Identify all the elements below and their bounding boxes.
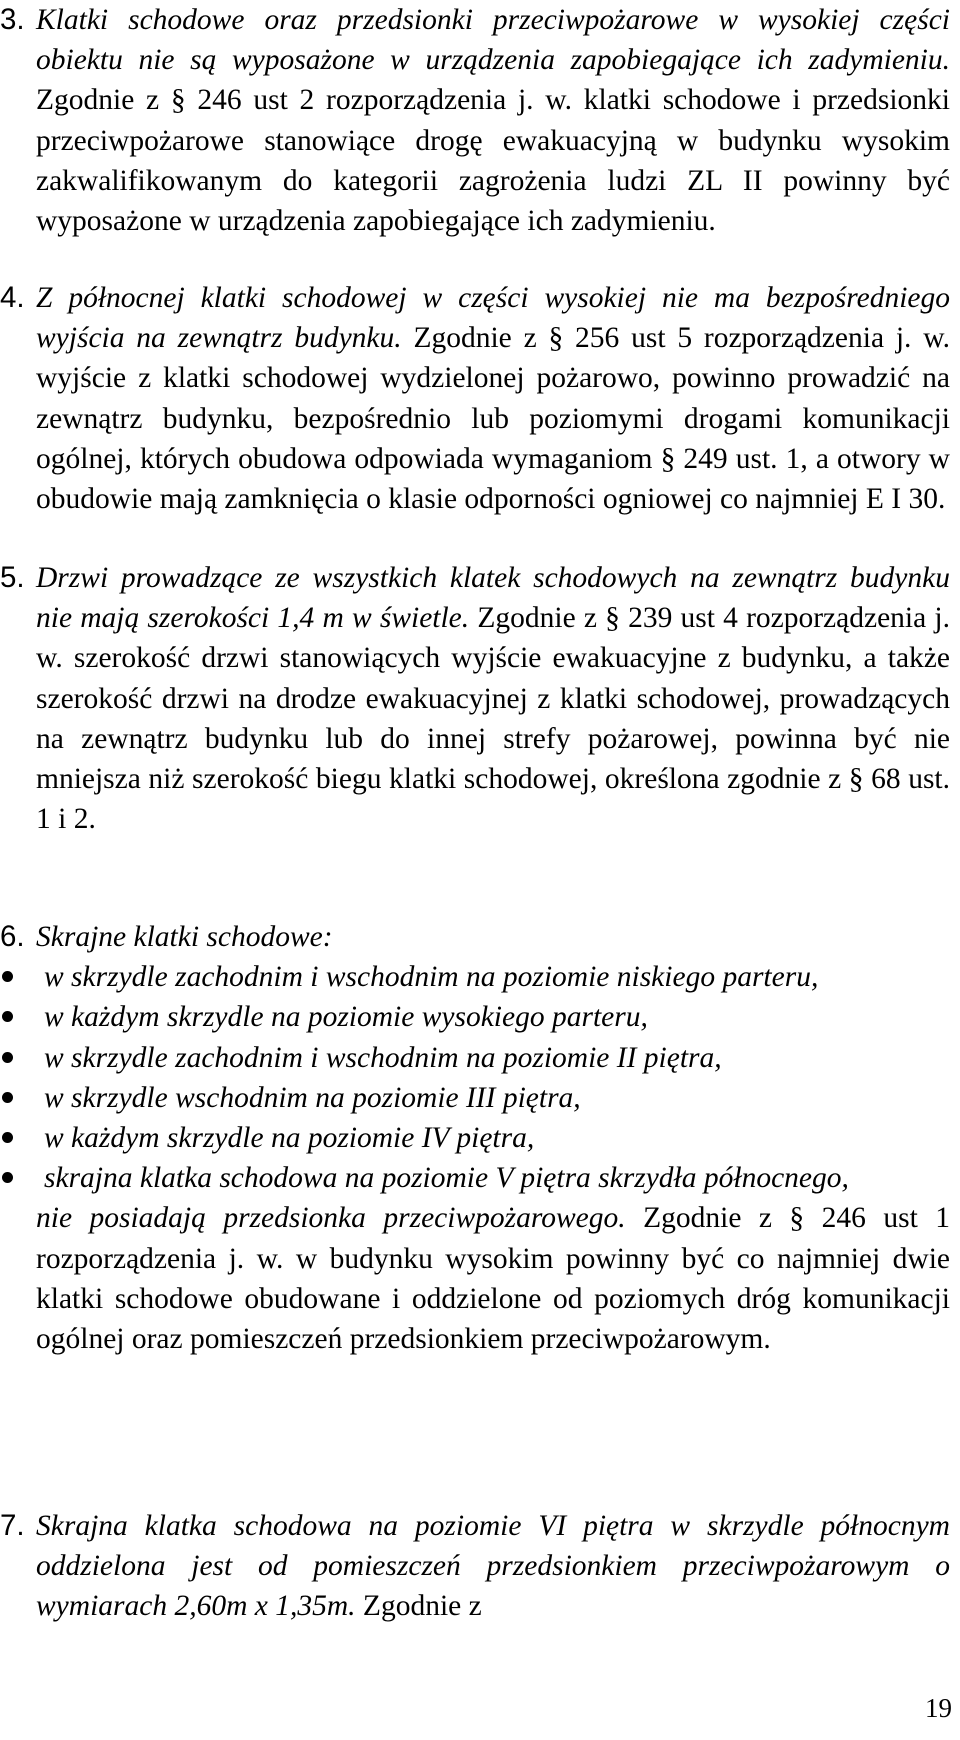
page-number: 19 xyxy=(925,1693,952,1723)
item-body xyxy=(36,278,950,519)
finding-text: Drzwi prowadzące ze wszystkich klatek schodowych na zewnątrz budynku nie mają szerokości 1,4 m w świetle. xyxy=(36,562,950,635)
bullet-text: w skrzydle zachodnim i wschodnim na poziomie niskiego parteru, xyxy=(44,961,819,994)
finding-text: Skrajna klatka schodowa na poziomie VI piętra w skrzydle północnym oddzielona jest od pomieszczeń przedsionkiem przeciwpożarowym o wymiarach 2,60m x 1,35m. xyxy=(36,1510,950,1623)
bullet-text: w każdym skrzydle na poziomie IV piętra, xyxy=(44,1122,535,1155)
item-body xyxy=(36,1506,950,1627)
bullet-item xyxy=(0,997,950,1037)
item-number: 7. xyxy=(0,1509,25,1542)
bullet-icon xyxy=(2,971,13,982)
regulation-text: Zgodnie z § 246 ust 2 rozporządzenia j. w. klatki schodowe i przedsionki przeciwpożarowe stanowiące drogę ewakuacyjną w budynku wysokim zakwalifikowanym do kategorii zagrożenia ludzi ZL II powinny być wyposażone w urządzenia zapobiegające ich zadymieniu. xyxy=(36,84,950,238)
finding-text: nie posiadają przedsionka przeciwpożarowego. xyxy=(36,1202,626,1235)
bullet-item xyxy=(0,1118,950,1158)
item-number: 5. xyxy=(0,561,25,594)
list-item-5 xyxy=(0,558,950,839)
list-item-6 xyxy=(0,917,950,1359)
item-conclusion xyxy=(36,1198,950,1359)
item-number: 4. xyxy=(0,281,25,314)
bullet-item xyxy=(0,1038,950,1078)
list-item-7 xyxy=(0,1506,950,1627)
regulation-text: Zgodnie z § 256 ust 5 rozporządzenia j. w. wyjście z klatki schodowej wydzielonej pożarowo, powinno prowadzić na zewnątrz budynku, bezpośrednio lub poziomymi drogami komunikacji ogólnej, których obudowa odpowiada wymaganiom § 249 ust. 1, a otwory w obudowie mają zamknięcia o klasie odporności ogniowej co najmniej E I 30. xyxy=(36,322,950,516)
bullet-text: w skrzydle wschodnim na poziomie III piętra, xyxy=(44,1081,581,1114)
item-number: 3. xyxy=(0,3,25,36)
list-item-3 xyxy=(0,0,950,241)
list-item-4 xyxy=(0,278,950,519)
bullet-item xyxy=(0,1078,950,1118)
item-body xyxy=(36,0,950,241)
finding-text: Z północnej klatki schodowej w części wysokiej nie ma bezpośredniego wyjścia na zewnątrz budynku. xyxy=(36,282,950,355)
item-body xyxy=(36,558,950,839)
regulation-text: Zgodnie z xyxy=(355,1590,482,1623)
intro-text xyxy=(36,917,950,957)
regulation-text: Zgodnie z § 239 ust 4 rozporządzenia j. w. szerokość drzwi stanowiących wyjście ewakuacyjne z budynku, a także szerokość drzwi na drodze ewakuacyjnej z klatki schodowej, prowadzących na zewnątrz budynku lub do innej strefy pożarowej, powinna być nie mniejsza niż szerokość biegu klatki schodowej, określona zgodnie z § 68 ust. 1 i 2. xyxy=(36,602,950,836)
bullet-icon xyxy=(2,1011,13,1022)
item-number: 6. xyxy=(0,920,25,953)
bullet-text: w skrzydle zachodnim i wschodnim na poziomie II piętra, xyxy=(44,1041,722,1074)
finding-text: Klatki schodowe oraz przedsionki przeciwpożarowe w wysokiej części obiektu nie są wyposażone w urządzenia zapobiegające ich zadymieniu. xyxy=(36,4,950,77)
bullet-icon xyxy=(2,1052,13,1063)
intro-italic: Skrajne klatki schodowe: xyxy=(36,921,333,953)
bullet-icon xyxy=(2,1132,13,1143)
bullet-list xyxy=(0,957,950,1198)
bullet-text: skrajna klatka schodowa na poziomie V piętra skrzydła północnego, xyxy=(44,1162,849,1195)
bullet-item xyxy=(0,1158,950,1198)
bullet-icon xyxy=(2,1092,13,1103)
item-body xyxy=(36,917,950,1359)
bullet-item xyxy=(0,957,950,997)
bullet-text: w każdym skrzydle na poziomie wysokiego parteru, xyxy=(44,1001,648,1034)
regulation-text: Zgodnie z § 246 ust 1 rozporządzenia j. w. w budynku wysokim powinny być co najmniej dwie klatki schodowe obudowane i oddzielone od poziomych dróg komunikacji ogólnej oraz pomieszczeń przedsionkiem przeciwpożarowym. xyxy=(36,1202,950,1356)
bullet-icon xyxy=(2,1172,13,1183)
